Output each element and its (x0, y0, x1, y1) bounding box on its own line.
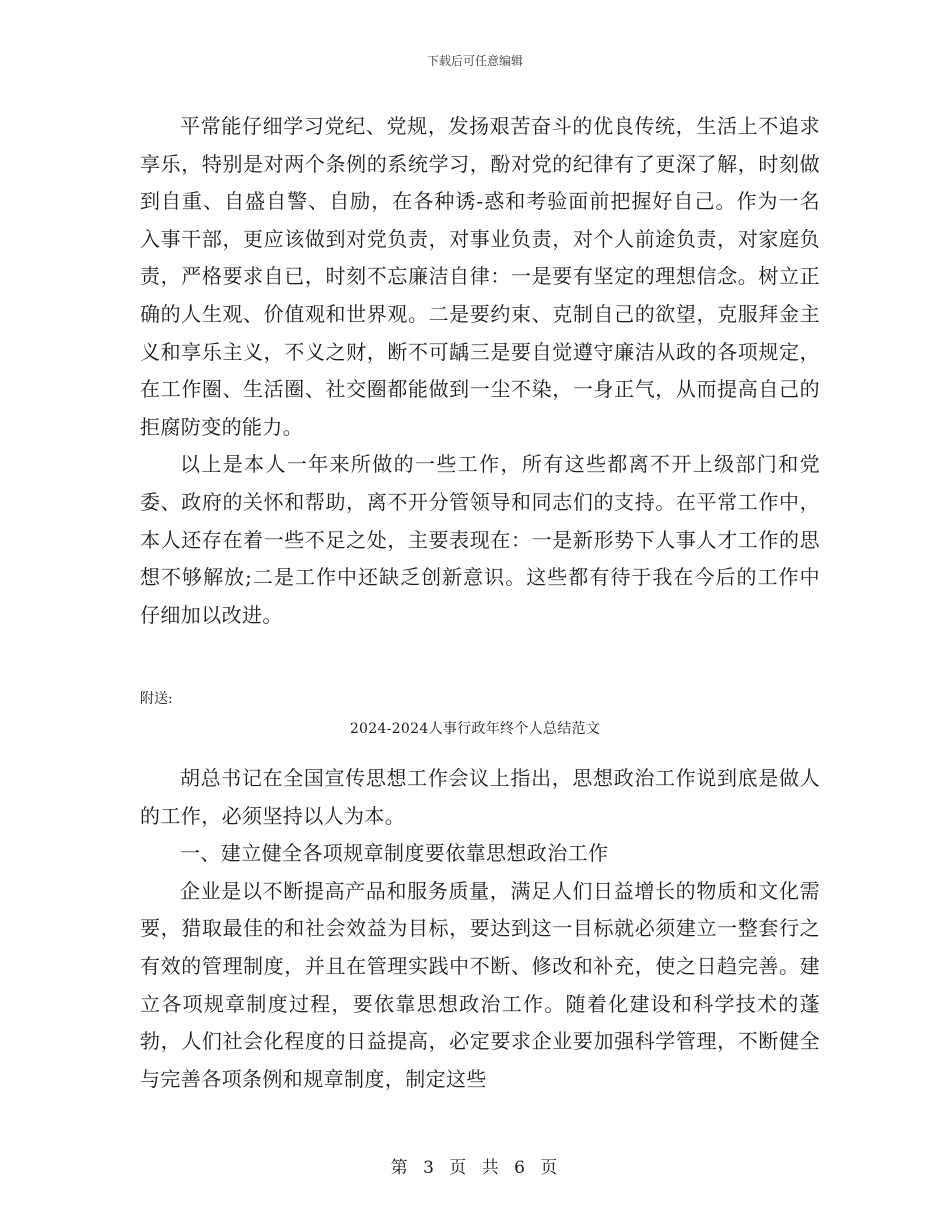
page-header-note: 下载后可任意编辑 (426, 54, 523, 68)
appendix-title: 2024-2024人事行政年终个人总结范文 (349, 721, 601, 737)
section-heading-1: 一、建立健全各项规章制度要依靠思想政治工作 (180, 841, 609, 866)
body-section-1 (140, 108, 820, 634)
page-number: 第 3 页 共 6 页 (390, 1158, 560, 1178)
paragraph-intro: 胡总书记在全国宣传思想工作会议上指出，思想政治工作说到底是做人的工作，必须坚持以人为本。 (140, 766, 820, 828)
paragraph-summary: 以上是本人一年来所做的一些工作，所有这些都离不开上级部门和党委、政府的关怀和帮助，离不开分管领导和同志们的支持。在平常工作中，本人还存在着一些不足之处，主要表现在：一是新形势下人事人才工作的思想不够解放;二是工作中还缺乏创新意识。这些都有待于我在今后的工作中仔细加以改进。 (140, 452, 820, 627)
body-section-2 (140, 760, 820, 1098)
paragraph-enterprise: 企业是以不断提高产品和服务质量，满足人们日益增长的物质和文化需要，猎取最佳的和社会效益为目标，要达到这一目标就必须建立一整套行之有效的管理制度，并且在管理实践中不断、修改和补充，使之日趋完善。建立各项规章制度过程，要依靠思想政治工作。随着化建设和科学技术的蓬勃，人们社会化程度的日益提高，必定要求企业要加强科学管理，不断健全与完善各项条例和规章制度，制定这些 (140, 878, 820, 1091)
appendix-label: 附送: (140, 691, 173, 707)
paragraph-discipline: 平常能仔细学习党纪、党规，发扬艰苦奋斗的优良传统，生活上不追求享乐，特别是对两个条例的系统学习，酚对党的纪律有了更深了解，时刻做到自重、自盛自警、自励，在各种诱-惑和考验面前把握好自己。作为一名入事干部，更应该做到对党负责，对事业负责，对个人前途负责，对家庭负责，严格要求自已，时刻不忘廉洁自律：一是要有坚定的理想信念。树立正确的人生观、价值观和世界观。二是要约束、克制自己的欲望，克服拜金主义和享乐主义，不义之财，断不可龋三是要自觉遵守廉洁从政的各项规定，在工作圈、生活圈、社交圈都能做到一尘不染，一身正气，从而提高自己的拒腐防变的能力。 (140, 114, 820, 439)
